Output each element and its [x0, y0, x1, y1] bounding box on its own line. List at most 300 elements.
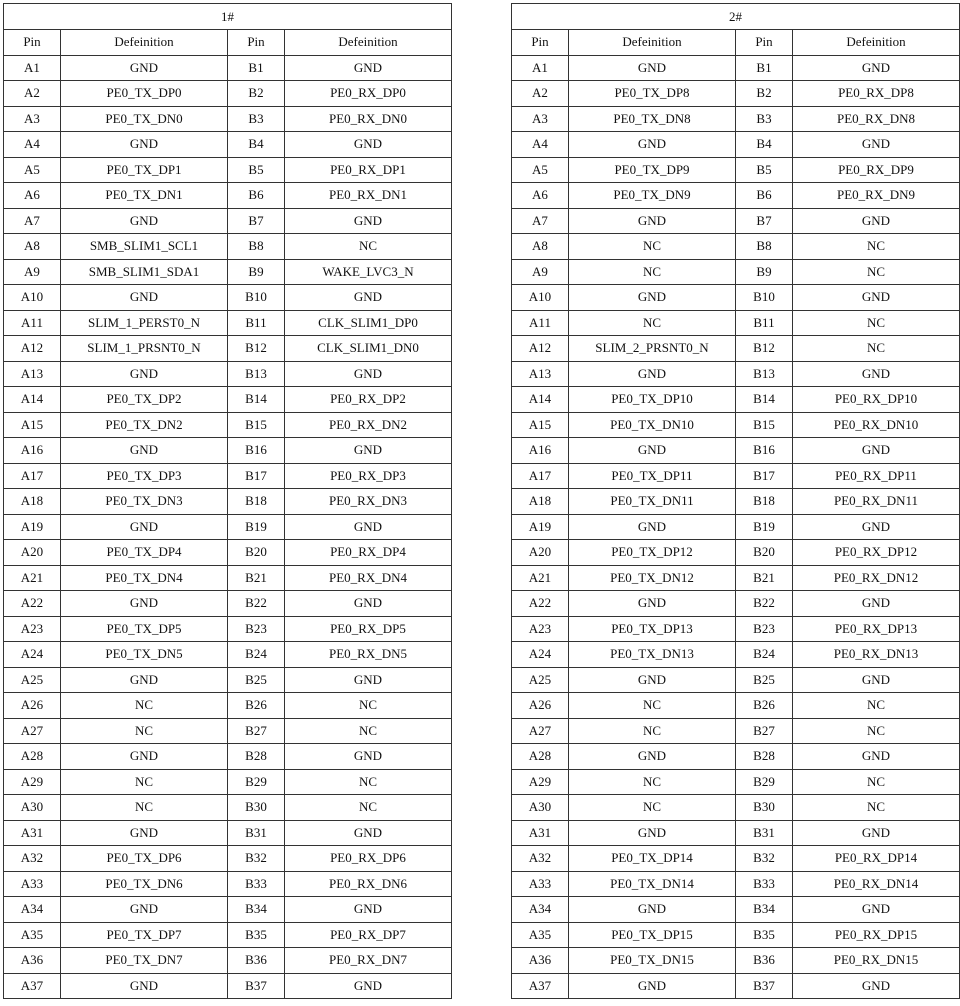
pin-a-cell: A12 [4, 336, 61, 362]
table-row [512, 336, 960, 362]
table-body [512, 55, 960, 999]
pin-a-cell: A18 [512, 489, 569, 515]
pin-b-cell: B8 [736, 234, 793, 260]
pin-b-cell: B27 [228, 718, 285, 744]
table-header-row [4, 30, 452, 56]
pin-b-cell: B32 [228, 846, 285, 872]
pin-b-cell: B23 [228, 616, 285, 642]
table-body [4, 55, 452, 999]
definition-b-cell: PE0_RX_DP5 [285, 616, 452, 642]
pin-b-cell: B25 [228, 667, 285, 693]
table-row [4, 540, 452, 566]
definition-a-cell: PE0_TX_DN3 [61, 489, 228, 515]
pin-b-cell: B3 [736, 106, 793, 132]
pin-a-cell: A5 [512, 157, 569, 183]
table-row [512, 948, 960, 974]
pin-b-cell: B16 [228, 438, 285, 464]
pin-b-cell: B31 [736, 820, 793, 846]
table-row [512, 208, 960, 234]
pin-a-cell: A6 [4, 183, 61, 209]
pin-b-cell: B26 [736, 693, 793, 719]
pin-b-cell: B1 [736, 55, 793, 81]
pin-b-cell: B27 [736, 718, 793, 744]
pin-a-cell: A19 [4, 514, 61, 540]
definition-b-cell: PE0_RX_DP9 [793, 157, 960, 183]
pin-a-cell: A1 [4, 55, 61, 81]
table-row [512, 361, 960, 387]
definition-a-cell: NC [569, 259, 736, 285]
definition-b-cell: GND [793, 897, 960, 923]
pin-b-cell: B3 [228, 106, 285, 132]
pin-a-cell: A23 [4, 616, 61, 642]
definition-b-cell: PE0_RX_DP10 [793, 387, 960, 413]
definition-a-cell: PE0_TX_DP2 [61, 387, 228, 413]
definition-a-cell: PE0_TX_DP10 [569, 387, 736, 413]
header-pin: Pin [228, 30, 285, 56]
pin-table-1 [3, 3, 452, 999]
pin-a-cell: A32 [512, 846, 569, 872]
definition-a-cell: GND [61, 591, 228, 617]
pin-b-cell: B4 [736, 132, 793, 158]
table-row [4, 591, 452, 617]
header-definition: Defeinition [285, 30, 452, 56]
definition-a-cell: GND [569, 438, 736, 464]
pin-a-cell: A34 [4, 897, 61, 923]
definition-b-cell: PE0_RX_DN4 [285, 565, 452, 591]
table-row [4, 871, 452, 897]
definition-b-cell: NC [285, 795, 452, 821]
pin-a-cell: A25 [512, 667, 569, 693]
pin-b-cell: B10 [228, 285, 285, 311]
definition-a-cell: PE0_TX_DN0 [61, 106, 228, 132]
definition-b-cell: GND [285, 591, 452, 617]
pin-a-cell: A26 [4, 693, 61, 719]
table-row [4, 106, 452, 132]
definition-b-cell: PE0_RX_DP8 [793, 81, 960, 107]
definition-a-cell: PE0_TX_DP4 [61, 540, 228, 566]
pin-a-cell: A17 [4, 463, 61, 489]
pin-a-cell: A3 [512, 106, 569, 132]
definition-a-cell: GND [61, 438, 228, 464]
table-row [4, 361, 452, 387]
table-row [512, 412, 960, 438]
definition-b-cell: NC [793, 310, 960, 336]
definition-b-cell: GND [793, 744, 960, 770]
definition-b-cell: GND [285, 55, 452, 81]
pin-b-cell: B33 [736, 871, 793, 897]
pin-a-cell: A24 [512, 642, 569, 668]
table-row [512, 132, 960, 158]
definition-b-cell: PE0_RX_DP3 [285, 463, 452, 489]
header-definition: Defeinition [61, 30, 228, 56]
table-row [4, 948, 452, 974]
definition-b-cell: GND [793, 820, 960, 846]
table-row [4, 744, 452, 770]
pin-b-cell: B2 [228, 81, 285, 107]
definition-b-cell: NC [793, 336, 960, 362]
table-row [4, 820, 452, 846]
pin-a-cell: A32 [4, 846, 61, 872]
definition-a-cell: PE0_TX_DN12 [569, 565, 736, 591]
pin-b-cell: B16 [736, 438, 793, 464]
pin-a-cell: A29 [4, 769, 61, 795]
table-row [4, 412, 452, 438]
pin-a-cell: A33 [512, 871, 569, 897]
definition-b-cell: NC [285, 693, 452, 719]
definition-a-cell: NC [569, 310, 736, 336]
pin-a-cell: A37 [4, 973, 61, 999]
definition-b-cell: CLK_SLIM1_DP0 [285, 310, 452, 336]
definition-b-cell: CLK_SLIM1_DN0 [285, 336, 452, 362]
pin-a-cell: A11 [512, 310, 569, 336]
pin-b-cell: B26 [228, 693, 285, 719]
definition-a-cell: PE0_TX_DP0 [61, 81, 228, 107]
definition-a-cell: PE0_TX_DN4 [61, 565, 228, 591]
pin-a-cell: A8 [4, 234, 61, 260]
table-row [512, 616, 960, 642]
table-row [512, 489, 960, 515]
definition-b-cell: GND [285, 744, 452, 770]
pin-a-cell: A7 [512, 208, 569, 234]
definition-a-cell: NC [61, 795, 228, 821]
definition-a-cell: NC [61, 769, 228, 795]
table-row [4, 616, 452, 642]
table-row [4, 693, 452, 719]
table-row [4, 259, 452, 285]
pin-a-cell: A17 [512, 463, 569, 489]
pin-a-cell: A36 [4, 948, 61, 974]
definition-a-cell: GND [61, 285, 228, 311]
table-row [512, 285, 960, 311]
definition-b-cell: NC [285, 769, 452, 795]
table-row [4, 310, 452, 336]
table-row [4, 718, 452, 744]
definition-a-cell: GND [569, 514, 736, 540]
definition-b-cell: NC [793, 718, 960, 744]
pin-a-cell: A19 [512, 514, 569, 540]
pin-b-cell: B12 [228, 336, 285, 362]
pin-a-cell: A24 [4, 642, 61, 668]
definition-a-cell: GND [61, 55, 228, 81]
definition-b-cell: PE0_RX_DP4 [285, 540, 452, 566]
definition-a-cell: PE0_TX_DN2 [61, 412, 228, 438]
definition-b-cell: WAKE_LVC3_N [285, 259, 452, 285]
pin-a-cell: A35 [4, 922, 61, 948]
definition-a-cell: GND [569, 132, 736, 158]
definition-b-cell: PE0_RX_DN3 [285, 489, 452, 515]
table-row [512, 514, 960, 540]
definition-a-cell: PE0_TX_DP3 [61, 463, 228, 489]
definition-a-cell: GND [569, 897, 736, 923]
definition-a-cell: GND [569, 55, 736, 81]
definition-b-cell: GND [285, 514, 452, 540]
pin-b-cell: B34 [228, 897, 285, 923]
table-row [4, 565, 452, 591]
table-row [512, 820, 960, 846]
table-row [4, 208, 452, 234]
pin-a-cell: A5 [4, 157, 61, 183]
header-definition: Defeinition [569, 30, 736, 56]
pin-b-cell: B29 [228, 769, 285, 795]
definition-a-cell: GND [61, 973, 228, 999]
table-row [512, 846, 960, 872]
definition-a-cell: PE0_TX_DN11 [569, 489, 736, 515]
pin-a-cell: A2 [512, 81, 569, 107]
pin-a-cell: A14 [512, 387, 569, 413]
definition-a-cell: GND [569, 591, 736, 617]
pin-a-cell: A1 [512, 55, 569, 81]
pin-a-cell: A2 [4, 81, 61, 107]
table-row [4, 667, 452, 693]
table-row [4, 438, 452, 464]
pin-a-cell: A3 [4, 106, 61, 132]
table-row [512, 667, 960, 693]
pin-a-cell: A12 [512, 336, 569, 362]
header-definition: Defeinition [793, 30, 960, 56]
definition-b-cell: GND [793, 973, 960, 999]
definition-a-cell: PE0_TX_DP9 [569, 157, 736, 183]
pin-b-cell: B36 [228, 948, 285, 974]
definition-b-cell: PE0_RX_DN2 [285, 412, 452, 438]
definition-b-cell: GND [285, 973, 452, 999]
table-row [4, 489, 452, 515]
definition-b-cell: PE0_RX_DN5 [285, 642, 452, 668]
table-row [512, 183, 960, 209]
definition-a-cell: GND [61, 820, 228, 846]
definition-a-cell: NC [569, 769, 736, 795]
pin-b-cell: B21 [228, 565, 285, 591]
pin-a-cell: A30 [4, 795, 61, 821]
pin-b-cell: B22 [228, 591, 285, 617]
definition-a-cell: GND [61, 744, 228, 770]
definition-b-cell: PE0_RX_DN1 [285, 183, 452, 209]
definition-b-cell: PE0_RX_DP6 [285, 846, 452, 872]
table-row [4, 846, 452, 872]
pin-a-cell: A13 [512, 361, 569, 387]
pin-b-cell: B37 [228, 973, 285, 999]
pin-b-cell: B35 [736, 922, 793, 948]
pin-a-cell: A14 [4, 387, 61, 413]
pin-b-cell: B6 [228, 183, 285, 209]
pin-a-cell: A21 [512, 565, 569, 591]
pin-b-cell: B20 [228, 540, 285, 566]
pin-a-cell: A22 [4, 591, 61, 617]
table-row [512, 157, 960, 183]
definition-a-cell: PE0_TX_DN10 [569, 412, 736, 438]
pin-a-cell: A36 [512, 948, 569, 974]
pin-a-cell: A27 [512, 718, 569, 744]
table-row [4, 642, 452, 668]
table-row [4, 769, 452, 795]
definition-a-cell: PE0_TX_DN1 [61, 183, 228, 209]
definition-b-cell: GND [285, 132, 452, 158]
table-title: 2# [512, 4, 960, 30]
definition-b-cell: GND [285, 820, 452, 846]
definition-b-cell: NC [285, 234, 452, 260]
definition-b-cell: PE0_RX_DP2 [285, 387, 452, 413]
table-row [512, 81, 960, 107]
table-row [512, 540, 960, 566]
pin-a-cell: A15 [512, 412, 569, 438]
definition-a-cell: PE0_TX_DN6 [61, 871, 228, 897]
pin-a-cell: A23 [512, 616, 569, 642]
definition-a-cell: NC [61, 718, 228, 744]
definition-a-cell: GND [61, 361, 228, 387]
table-row [4, 132, 452, 158]
definition-a-cell: SLIM_2_PRSNT0_N [569, 336, 736, 362]
definition-a-cell: PE0_TX_DN13 [569, 642, 736, 668]
definition-b-cell: PE0_RX_DN6 [285, 871, 452, 897]
table-row [512, 438, 960, 464]
table-row [4, 55, 452, 81]
pin-b-cell: B9 [228, 259, 285, 285]
definition-b-cell: PE0_RX_DP1 [285, 157, 452, 183]
definition-a-cell: GND [569, 973, 736, 999]
definition-a-cell: PE0_TX_DP11 [569, 463, 736, 489]
pin-b-cell: B13 [228, 361, 285, 387]
table-row [512, 973, 960, 999]
definition-b-cell: NC [285, 718, 452, 744]
table-title-row [4, 4, 452, 30]
table-row [512, 718, 960, 744]
pin-b-cell: B12 [736, 336, 793, 362]
definition-a-cell: NC [569, 718, 736, 744]
pin-b-cell: B5 [228, 157, 285, 183]
definition-b-cell: PE0_RX_DN12 [793, 565, 960, 591]
definition-a-cell: GND [569, 208, 736, 234]
definition-b-cell: PE0_RX_DN7 [285, 948, 452, 974]
table-header-row [512, 30, 960, 56]
table-row [4, 285, 452, 311]
pin-a-cell: A9 [512, 259, 569, 285]
pin-a-cell: A20 [512, 540, 569, 566]
pin-b-cell: B19 [228, 514, 285, 540]
definition-b-cell: NC [793, 795, 960, 821]
definition-a-cell: GND [61, 132, 228, 158]
pin-b-cell: B21 [736, 565, 793, 591]
definition-a-cell: SLIM_1_PRSNT0_N [61, 336, 228, 362]
definition-b-cell: PE0_RX_DN0 [285, 106, 452, 132]
definition-a-cell: PE0_TX_DN8 [569, 106, 736, 132]
definition-a-cell: PE0_TX_DP6 [61, 846, 228, 872]
pin-b-cell: B18 [228, 489, 285, 515]
table-row [4, 514, 452, 540]
table-row [512, 463, 960, 489]
pin-b-cell: B1 [228, 55, 285, 81]
pin-a-cell: A28 [512, 744, 569, 770]
definition-a-cell: SMB_SLIM1_SDA1 [61, 259, 228, 285]
definition-a-cell: GND [61, 897, 228, 923]
pin-a-cell: A27 [4, 718, 61, 744]
table-row [512, 693, 960, 719]
pin-a-cell: A9 [4, 259, 61, 285]
table-row [4, 81, 452, 107]
definition-b-cell: PE0_RX_DN13 [793, 642, 960, 668]
table-row [512, 234, 960, 260]
definition-b-cell: GND [793, 208, 960, 234]
definition-a-cell: PE0_TX_DN7 [61, 948, 228, 974]
pin-a-cell: A16 [512, 438, 569, 464]
pin-a-cell: A18 [4, 489, 61, 515]
definition-a-cell: PE0_TX_DN14 [569, 871, 736, 897]
table-row [512, 591, 960, 617]
definition-a-cell: PE0_TX_DP8 [569, 81, 736, 107]
pin-b-cell: B17 [228, 463, 285, 489]
table-row [512, 310, 960, 336]
pin-b-cell: B14 [228, 387, 285, 413]
pin-a-cell: A29 [512, 769, 569, 795]
pin-a-cell: A10 [512, 285, 569, 311]
definition-b-cell: PE0_RX_DP12 [793, 540, 960, 566]
table-row [4, 795, 452, 821]
pin-a-cell: A8 [512, 234, 569, 260]
definition-b-cell: PE0_RX_DN8 [793, 106, 960, 132]
definition-b-cell: PE0_RX_DP0 [285, 81, 452, 107]
pin-a-cell: A33 [4, 871, 61, 897]
definition-b-cell: GND [793, 55, 960, 81]
table-row [4, 922, 452, 948]
pin-a-cell: A30 [512, 795, 569, 821]
pin-b-cell: B31 [228, 820, 285, 846]
pin-a-cell: A34 [512, 897, 569, 923]
pin-b-cell: B30 [736, 795, 793, 821]
definition-b-cell: PE0_RX_DP13 [793, 616, 960, 642]
definition-a-cell: PE0_TX_DN9 [569, 183, 736, 209]
definition-b-cell: NC [793, 234, 960, 260]
table-row [4, 973, 452, 999]
pin-b-cell: B23 [736, 616, 793, 642]
pin-a-cell: A37 [512, 973, 569, 999]
pin-a-cell: A7 [4, 208, 61, 234]
pin-a-cell: A4 [4, 132, 61, 158]
table-row [512, 565, 960, 591]
definition-a-cell: GND [569, 667, 736, 693]
pin-a-cell: A4 [512, 132, 569, 158]
definition-b-cell: PE0_RX_DN11 [793, 489, 960, 515]
definition-a-cell: PE0_TX_DP1 [61, 157, 228, 183]
pin-b-cell: B6 [736, 183, 793, 209]
definition-a-cell: GND [569, 744, 736, 770]
definition-a-cell: NC [61, 693, 228, 719]
pin-a-cell: A20 [4, 540, 61, 566]
definition-a-cell: PE0_TX_DP7 [61, 922, 228, 948]
table-row [4, 183, 452, 209]
pin-a-cell: A13 [4, 361, 61, 387]
header-pin: Pin [736, 30, 793, 56]
definition-b-cell: GND [793, 667, 960, 693]
pin-b-cell: B24 [736, 642, 793, 668]
pin-b-cell: B35 [228, 922, 285, 948]
pin-a-cell: A6 [512, 183, 569, 209]
definition-b-cell: GND [285, 667, 452, 693]
definition-b-cell: PE0_RX_DN9 [793, 183, 960, 209]
table-row [4, 387, 452, 413]
table-row [512, 871, 960, 897]
pin-a-cell: A10 [4, 285, 61, 311]
pin-b-cell: B11 [736, 310, 793, 336]
pin-b-cell: B10 [736, 285, 793, 311]
definition-b-cell: NC [793, 769, 960, 795]
table-row [512, 642, 960, 668]
definition-b-cell: GND [285, 361, 452, 387]
pin-b-cell: B13 [736, 361, 793, 387]
definition-a-cell: NC [569, 693, 736, 719]
pin-a-cell: A26 [512, 693, 569, 719]
definition-b-cell: NC [793, 693, 960, 719]
pin-b-cell: B4 [228, 132, 285, 158]
table-row [512, 922, 960, 948]
pin-b-cell: B37 [736, 973, 793, 999]
